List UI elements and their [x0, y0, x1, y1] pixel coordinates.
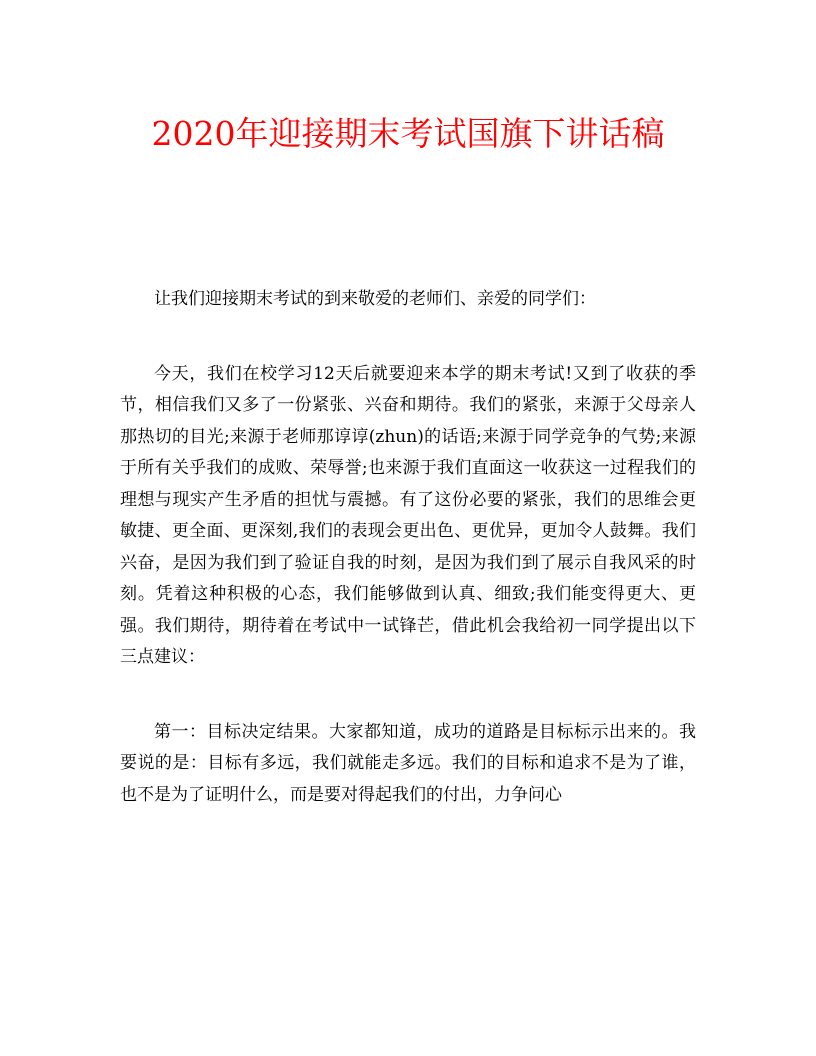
paragraph-2: 第一：目标决定结果。大家都知道，成功的道路是目标标示出来的。我要说的是：目标有多远，我们就能走多远。我们的目标和追求不是为了谁，也不是为了证明什么，而是要对得起我们的付出，力争问心 [120, 721, 696, 805]
document-body [120, 284, 696, 811]
document-title: 2020年迎接期末考试国旗下讲话稿 [151, 114, 665, 153]
paragraph-1: 今天，我们在校学习12天后就要迎来本学的期末考试!又到了收获的季节，相信我们又多了一份紧张、兴奋和期待。我们的紧张，来源于父母亲人那热切的目光;来源于老师那谆谆(zhun)的话语;来源于同学竞争的气势;来源于所有关乎我们的成败、荣辱誉;也来源于我们直面这一收获这一过程我们的理想与现实产生矛盾的担忧与震撼。有了这份必要的紧张，我们的思维会更敏捷、更全面、更深刻,我们的表现会更出色、更优异，更加令人鼓舞。我们兴奋，是因为我们到了验证自我的时刻，是因为我们到了展示自我风采的时刻。凭着这种积极的心态，我们能够做到认真、细致;我们能变得更大、更强。我们期待，期待着在考试中一试锋芒，借此机会我给初一同学提出以下三点建议： [120, 363, 696, 667]
greeting-line: 让我们迎接期末考试的到来敬爱的老师们、亲爱的同学们： [154, 289, 596, 309]
